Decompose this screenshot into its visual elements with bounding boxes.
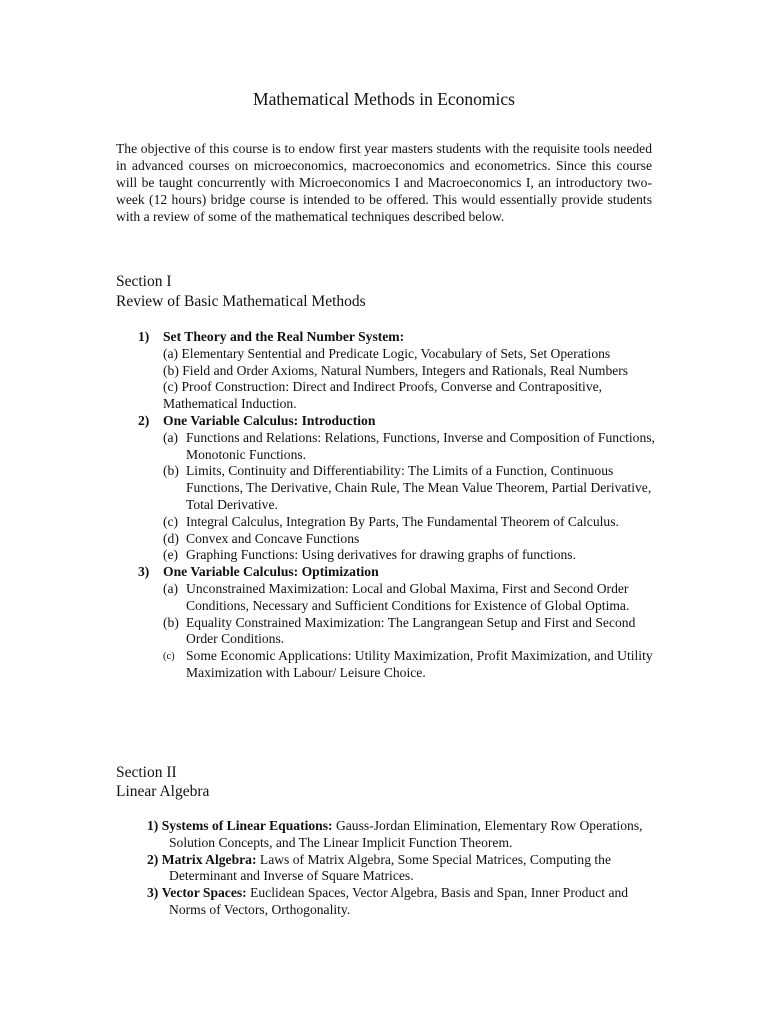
- document-title: Mathematical Methods in Economics: [253, 89, 515, 109]
- section-1-list: [116, 329, 656, 682]
- sub-item: [163, 514, 656, 531]
- sub-item-label: (b): [163, 463, 179, 479]
- sub-item-label: (c): [163, 513, 179, 529]
- sub-item-text: Convex and Concave Functions: [186, 530, 360, 546]
- sub-item: [163, 615, 656, 649]
- sub-item: [163, 648, 656, 682]
- item-title: One Variable Calculus: Optimization: [163, 564, 379, 580]
- sub-item: [163, 531, 656, 548]
- item-number: 2): [138, 412, 150, 428]
- list-item: [116, 329, 656, 413]
- sub-item-text: Integral Calculus, Integration By Parts, The Fundamental Theorem of Calculus.: [186, 513, 619, 529]
- item-line: (b) Field and Order Axioms, Natural Numbers, Integers and Rationals, Real Numbers: [163, 362, 629, 378]
- item-number: 3): [147, 885, 159, 901]
- item-title: Vector Spaces:: [161, 885, 247, 901]
- sub-item-text: Equality Constrained Maximization: The Langrangean Setup and First and Second Order Conditions.: [186, 614, 636, 647]
- item-number: 2): [147, 851, 159, 867]
- sub-item-label: (d): [163, 530, 179, 546]
- sub-item-text: Limits, Continuity and Differentiability: The Limits of a Function, Continuous Functions, The Derivative, Chain Rule, The Mean Value Theorem, Partial Derivative, Total Derivative.: [186, 463, 652, 512]
- sub-item-label: (c): [163, 651, 175, 663]
- list-item: [116, 564, 656, 682]
- sub-item: [163, 547, 656, 564]
- list-item: [147, 852, 652, 886]
- section-2-heading: Linear Algebra: [116, 783, 210, 800]
- item-text: Gauss-Jordan Elimination, Elementary Row Operations, Solution Concepts, and The Linear Implicit Function Theorem.: [169, 818, 643, 850]
- item-number: 1): [138, 329, 150, 344]
- section-2-label: Section II: [116, 764, 177, 781]
- list-item: [147, 818, 652, 852]
- item-text: Euclidean Spaces, Vector Algebra, Basis and Span, Inner Product and Norms of Vectors, Orthogonality.: [169, 885, 629, 917]
- item-title: Matrix Algebra:: [161, 851, 257, 867]
- item-number: 1): [147, 818, 159, 833]
- list-item: [147, 885, 652, 919]
- item-line: (c) Proof Construction: Direct and Indirect Proofs, Converse and Contrapositive, Mathematical Induction.: [163, 379, 603, 412]
- item-number: 3): [138, 564, 150, 580]
- sub-item-label: (e): [163, 547, 179, 563]
- sub-item-text: Graphing Functions: Using derivatives for drawing graphs of functions.: [186, 547, 576, 563]
- sub-item-text: Some Economic Applications: Utility Maximization, Profit Maximization, and Utility Maximization with Labour/ Leisure Choice.: [186, 648, 653, 680]
- section-2-list: [147, 818, 652, 919]
- section-1-heading: Review of Basic Mathematical Methods: [116, 293, 366, 310]
- sub-item-label: (b): [163, 614, 179, 630]
- sub-item: [163, 581, 656, 615]
- intro-paragraph: The objective of this course is to endow first year masters students with the requisite tools needed in advanced courses on microeconomics, macroeconomics and econometrics. Since this course will be taught concurrently with Microeconomics I and Macroeconomics I, an introductory two-week (12 hours) bridge course is intended to be offered. This would essentially provide students with a review of some of the mathematical techniques described below.: [116, 141, 652, 224]
- item-text: Laws of Matrix Algebra, Some Special Matrices, Computing the Determinant and Inverse of Square Matrices.: [169, 851, 611, 884]
- item-line: (a) Elementary Sentential and Predicate Logic, Vocabulary of Sets, Set Operations: [163, 345, 611, 361]
- sub-item-text: Functions and Relations: Relations, Functions, Inverse and Composition of Functions, Monotonic Functions.: [186, 429, 655, 462]
- sub-item: [163, 430, 656, 464]
- list-item: [116, 413, 656, 564]
- item-title: Set Theory and the Real Number System:: [163, 329, 405, 344]
- item-title: One Variable Calculus: Introduction: [163, 412, 376, 428]
- sub-item-label: (a): [163, 429, 179, 445]
- item-title: Systems of Linear Equations:: [161, 818, 333, 833]
- sub-item-label: (a): [163, 580, 179, 596]
- sub-item-text: Unconstrained Maximization: Local and Global Maxima, First and Second Order Conditions, Necessary and Sufficient Conditions for Existence of Global Optima.: [186, 580, 630, 613]
- section-1-label: Section I: [116, 273, 172, 290]
- sub-item: [163, 463, 656, 513]
